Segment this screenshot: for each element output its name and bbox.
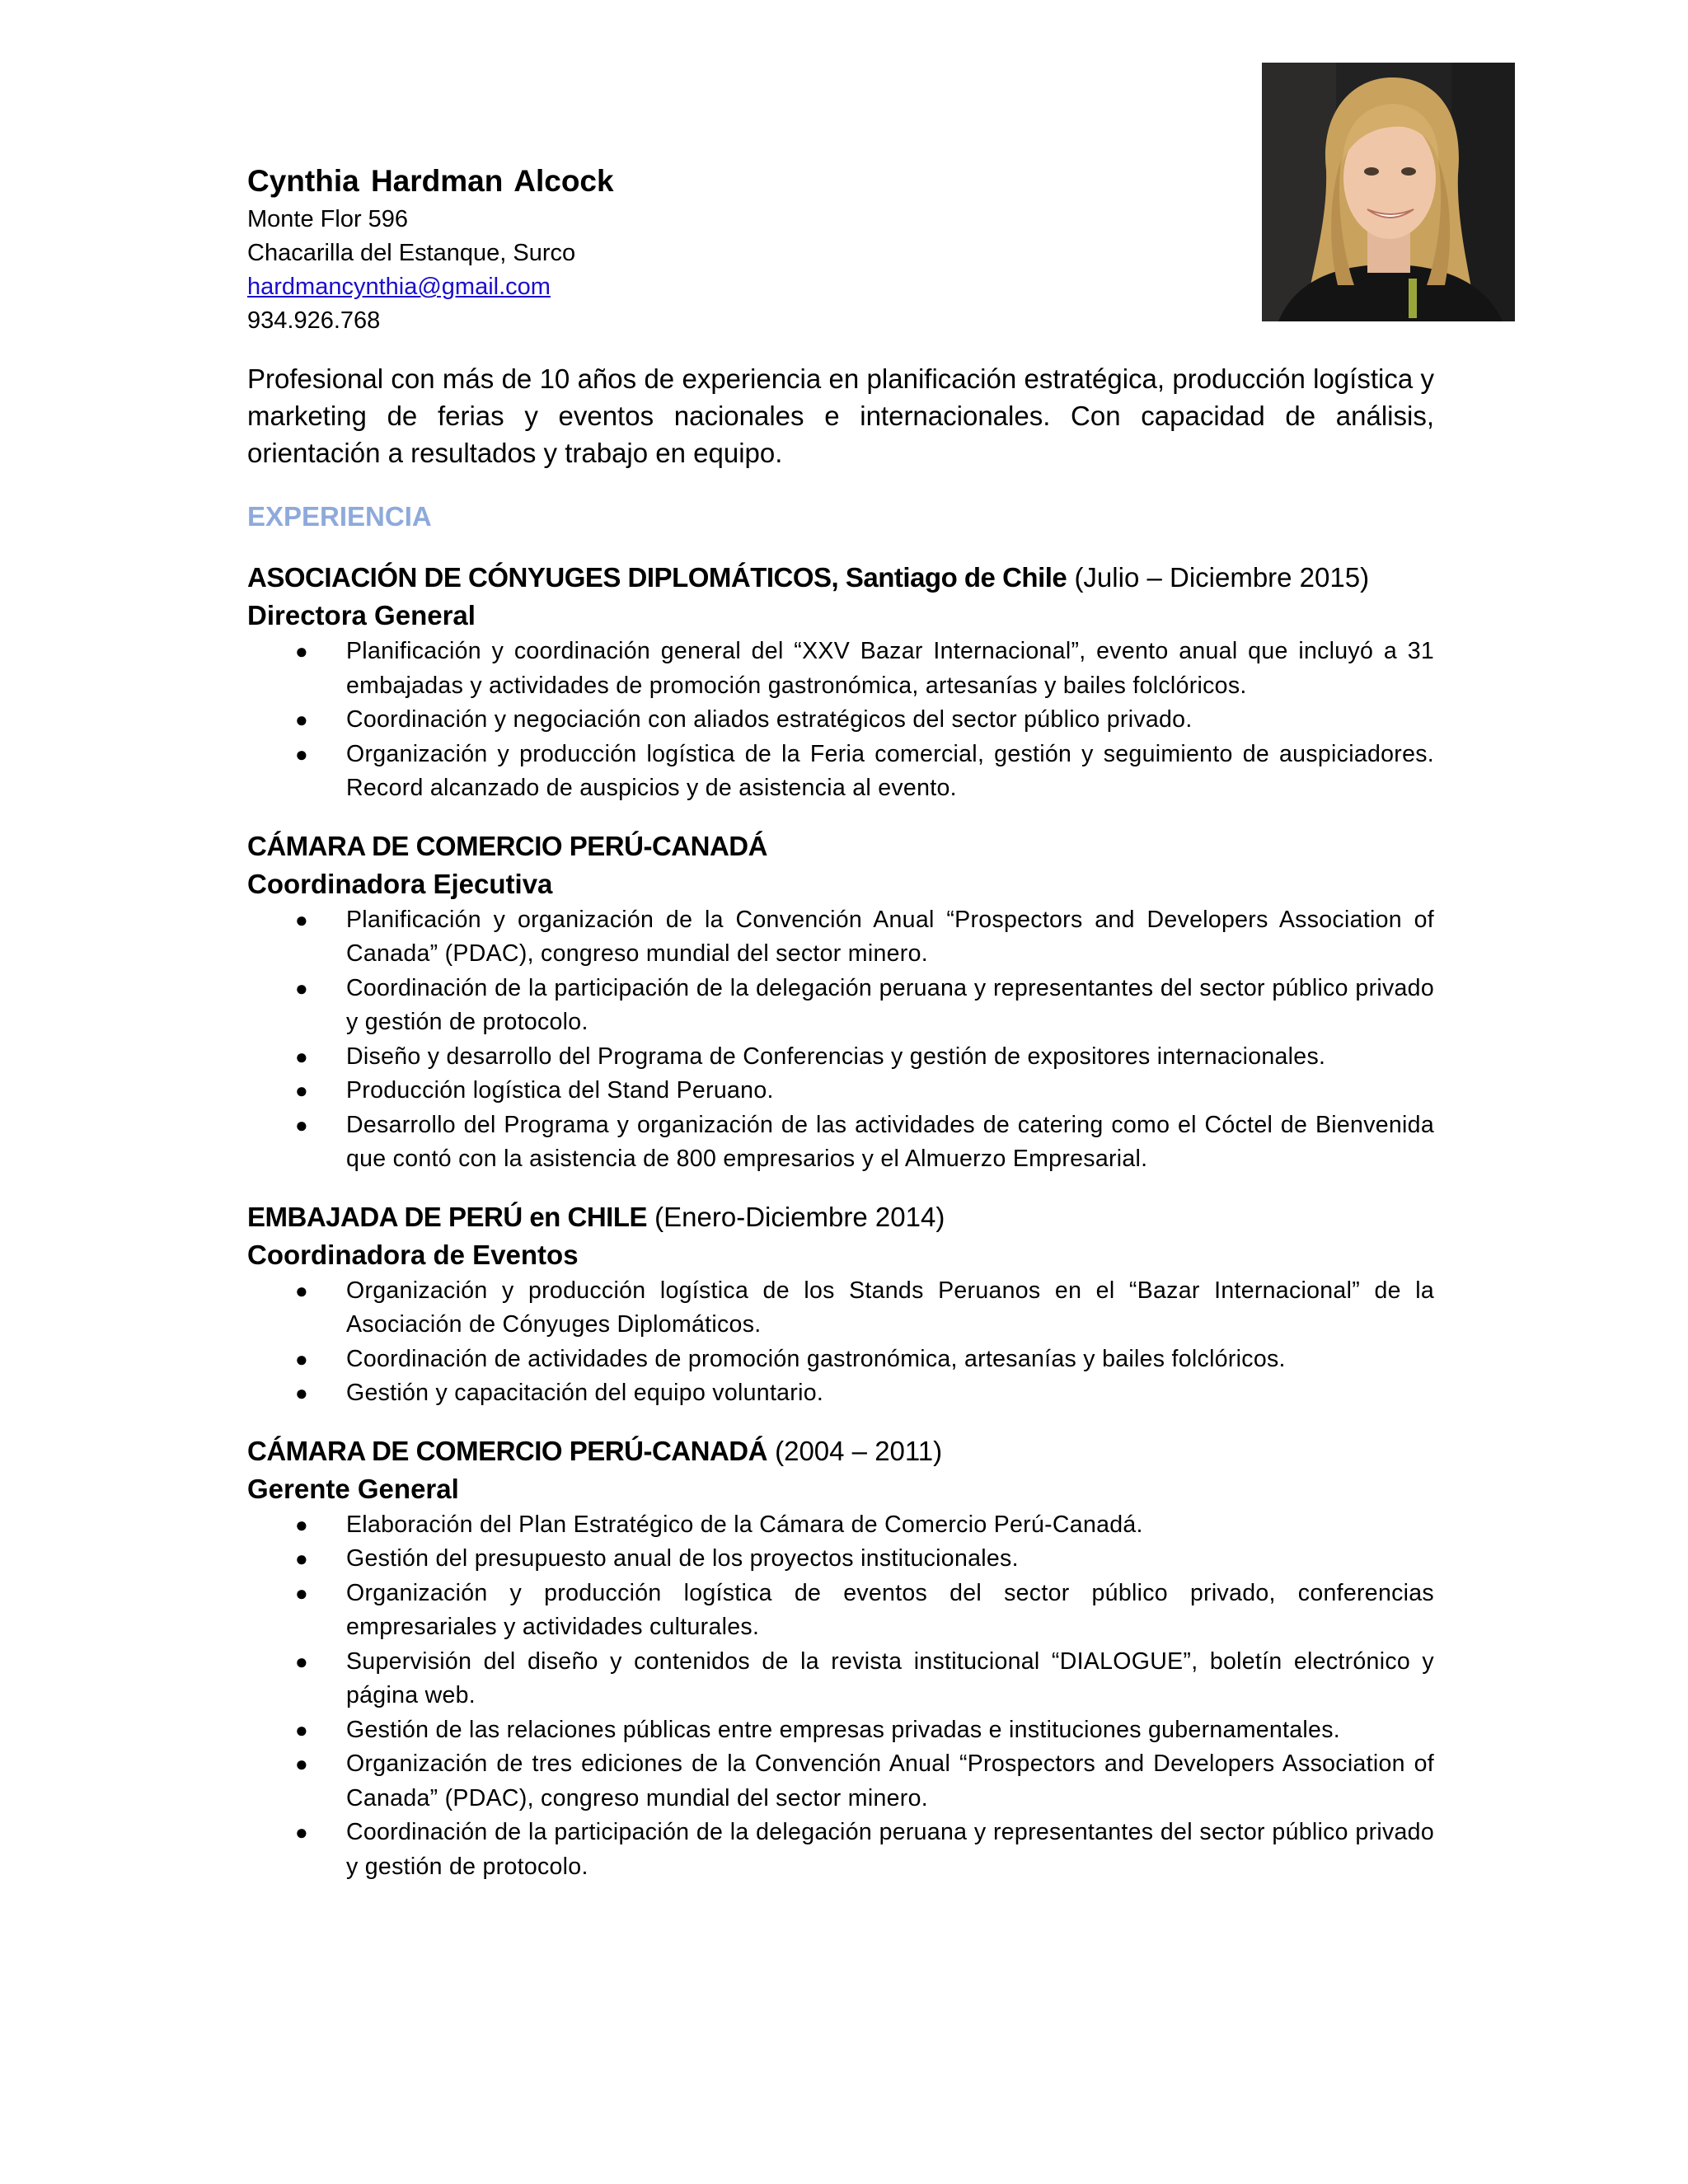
job-bullet: ● Supervisión del diseño y contenidos de la revista institucional “DIALOGUE”, boletín electrónico y página web.	[247, 1645, 1434, 1713]
job-bullets	[247, 1274, 1434, 1411]
job-bullet: ● Coordinación de la participación de la delegación peruana y representantes del sector público privado y gestión de protocolo.	[247, 1816, 1434, 1884]
job-bullet: ● Coordinación de la participación de la delegación peruana y representantes del sector público privado y gestión de protocolo.	[247, 972, 1434, 1040]
job-bullets	[247, 903, 1434, 1177]
bullet-icon: ●	[295, 1546, 309, 1571]
address-line-2: Chacarilla del Estanque, Surco	[247, 240, 576, 266]
bullet-icon: ●	[295, 1751, 309, 1776]
bullet-icon: ●	[295, 907, 309, 932]
job-organization: ASOCIACIÓN DE CÓNYUGES DIPLOMÁTICOS, Santiago de Chile	[247, 562, 1067, 593]
job-bullet: ● Organización y producción logística de eventos del sector público privado, conferencias empresariales y actividades culturales.	[247, 1577, 1434, 1645]
contact-header	[247, 160, 1154, 338]
job-organization: EMBAJADA DE PERÚ en CHILE	[247, 1201, 647, 1232]
job-bullets	[247, 1508, 1434, 1885]
job-role: Coordinadora Ejecutiva	[247, 868, 553, 899]
job-role: Directora General	[247, 600, 476, 630]
bullet-icon: ●	[295, 1820, 309, 1844]
job-bullet: ● Producción logística del Stand Peruano.	[247, 1074, 1434, 1108]
job-period: (Enero-Diciembre 2014)	[654, 1201, 945, 1232]
job-period: (Julio – Diciembre 2015)	[1074, 562, 1370, 593]
job-bullet: ● Gestión y capacitación del equipo voluntario.	[247, 1376, 1434, 1411]
job-bullet: ● Diseño y desarrollo del Programa de Conferencias y gestión de expositores internacionales.	[247, 1040, 1434, 1075]
job-bullet: ● Coordinación de actividades de promoción gastronómica, artesanías y bailes folclóricos.	[247, 1343, 1434, 1377]
bullet-icon: ●	[295, 1277, 309, 1303]
bullet-icon: ●	[295, 1717, 309, 1742]
bullet-icon: ●	[295, 1112, 309, 1137]
job-bullet: ● Gestión del presupuesto anual de los proyectos institucionales.	[247, 1542, 1434, 1577]
job-bullet: ● Planificación y organización de la Convención Anual “Prospectors and Developers Association of Canada” (PDAC), congreso mundial del sector minero.	[247, 903, 1434, 972]
job-organization: CÁMARA DE COMERCIO PERÚ-CANADÁ	[247, 1435, 767, 1466]
email-link[interactable]: hardmancynthia@gmail.com	[247, 274, 551, 300]
job-bullet: ● Organización y producción logística de los Stands Peruanos en el “Bazar Internacional” de la Asociación de Cónyuges Diplomáticos.	[247, 1274, 1434, 1343]
job-bullet: ● Coordinación y negociación con aliados estratégicos del sector público privado.	[247, 703, 1434, 738]
job-bullet: ● Planificación y coordinación general del “XXV Bazar Internacional”, evento anual que incluyó a 31 embajadas y actividades de promoción gastronómica, artesanías y bailes folclóricos.	[247, 635, 1434, 703]
job-header	[247, 827, 1434, 865]
job-entry	[247, 1432, 1434, 1885]
job-header	[247, 1432, 1434, 1470]
job-header	[247, 559, 1434, 597]
professional-summary: Profesional con más de 10 años de experiencia en planificación estratégica, producción logística y marketing de ferias y eventos nacionales e internacionales. Con capacidad de análisis, orientación a resultados y trabajo en equipo.	[247, 363, 1434, 468]
bullet-icon: ●	[295, 1043, 309, 1069]
job-header	[247, 1198, 1434, 1236]
bullet-icon: ●	[295, 1580, 309, 1605]
profile-photo	[1262, 63, 1515, 321]
bullet-icon: ●	[295, 1346, 309, 1371]
bullet-icon: ●	[295, 639, 309, 663]
job-bullets	[247, 635, 1434, 806]
candidate-name: Cynthia Hardman Alcock	[247, 164, 614, 198]
bullet-icon: ●	[295, 707, 309, 732]
job-bullet: ● Organización de tres ediciones de la Convención Anual “Prospectors and Developers Association of Canada” (PDAC), congreso mundial del sector minero.	[247, 1747, 1434, 1816]
phone-number: 934.926.768	[247, 307, 381, 334]
job-entry	[247, 1198, 1434, 1411]
job-entry	[247, 559, 1434, 806]
portrait-image	[1262, 63, 1515, 321]
bullet-icon: ●	[295, 741, 309, 766]
job-role: Coordinadora de Eventos	[247, 1239, 579, 1270]
job-organization: CÁMARA DE COMERCIO PERÚ-CANADÁ	[247, 830, 767, 861]
bullet-icon: ●	[295, 1078, 309, 1103]
bullet-icon: ●	[295, 975, 309, 1001]
job-bullet: ● Elaboración del Plan Estratégico de la Cámara de Comercio Perú-Canadá.	[247, 1508, 1434, 1543]
job-period: (2004 – 2011)	[775, 1435, 943, 1466]
job-bullet: ● Desarrollo del Programa y organización de las actividades de catering como el Cóctel de Bienvenida que contó con la asistencia de 800 empresarios y el Almuerzo Empresarial.	[247, 1108, 1434, 1177]
job-entry	[247, 827, 1434, 1177]
job-role: Gerente General	[247, 1473, 459, 1504]
bullet-icon: ●	[295, 1380, 309, 1405]
address-line-1: Monte Flor 596	[247, 206, 409, 232]
experience-list	[247, 559, 1434, 1905]
bullet-icon: ●	[295, 1648, 309, 1674]
job-bullet: ● Organización y producción logística de la Feria comercial, gestión y seguimiento de auspiciadores. Record alcanzado de auspicios y de asistencia al evento.	[247, 738, 1434, 806]
bullet-icon: ●	[295, 1511, 309, 1537]
job-bullet: ● Gestión de las relaciones públicas entre empresas privadas e instituciones gubernamentales.	[247, 1713, 1434, 1748]
section-title-experience: EXPERIENCIA	[247, 501, 432, 532]
